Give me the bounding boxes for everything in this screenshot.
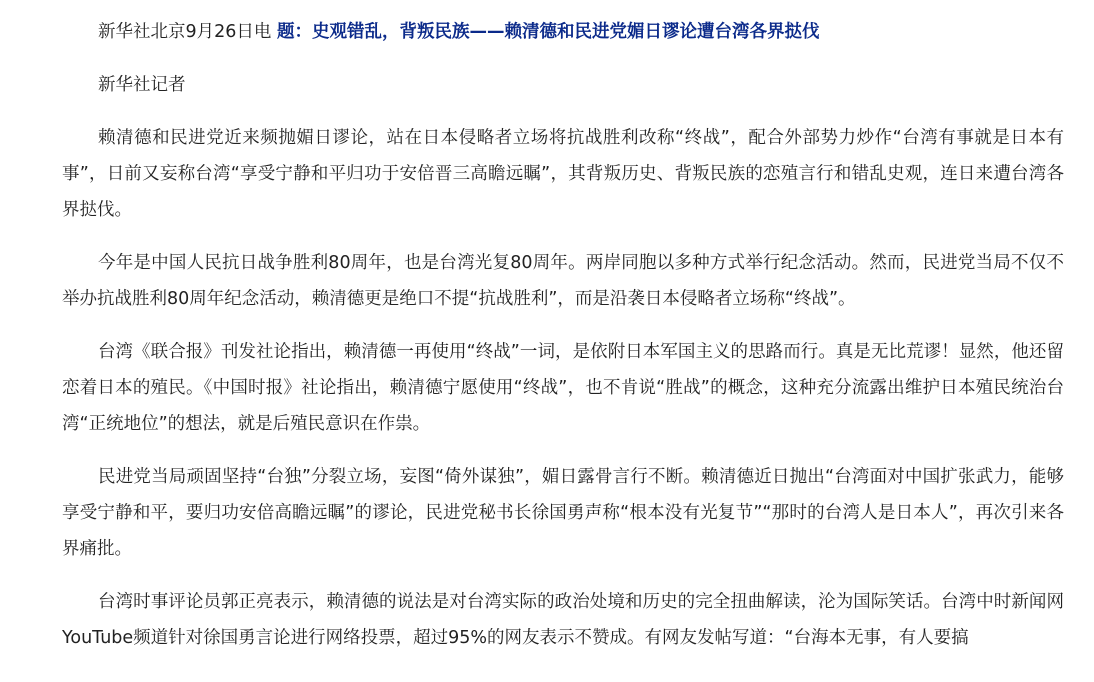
headline: 题：史观错乱，背叛民族——赖清德和民进党媚日谬论遭台湾各界挞伐 bbox=[276, 22, 820, 42]
article-body bbox=[62, 0, 1064, 656]
paragraph-4: 民进党当局顽固坚持“台独”分裂立场，妄图“倚外谋独”，媚日露骨言行不断。赖清德近日抛出“台湾面对中国扩张武力，能够享受宁静和平，要归功安倍高瞻远瞩”的谬论，民进党秘书长徐国勇声称“根本没有光复节”“那时的台湾人是日本人”，再次引来各界痛批。 bbox=[62, 467, 1064, 559]
title-paragraph bbox=[62, 14, 1064, 50]
paragraph-3: 台湾《联合报》刊发社论指出，赖清德一再使用“终战”一词，是依附日本军国主义的思路而行。真是无比荒谬！显然，他还留恋着日本的殖民。《中国时报》社论指出，赖清德宁愿使用“终战”，也不肯说“胜战”的概念，这种充分流露出维护日本殖民统治台湾“正统地位”的想法，就是后殖民意识在作祟。 bbox=[62, 342, 1064, 434]
paragraph-5: 台湾时事评论员郭正亮表示，赖清德的说法是对台湾实际的政治处境和历史的完全扭曲解读，沦为国际笑话。台湾中时新闻网YouTube频道针对徐国勇言论进行网络投票，超过95%的网友表示不赞成。有网友发帖写道：“台海本无事，有人要搞 bbox=[62, 592, 1064, 648]
byline: 新华社记者 bbox=[98, 75, 186, 95]
paragraph-1: 赖清德和民进党近来频抛媚日谬论，站在日本侵略者立场将抗战胜利改称“终战”，配合外部势力炒作“台湾有事就是日本有事”，日前又妄称台湾“享受宁静和平归功于安倍晋三高瞻远瞩”，其背叛历史、背叛民族的恋殖言行和错乱史观，连日来遭台湾各界挞伐。 bbox=[62, 128, 1064, 220]
dateline: 新华社北京9月26日电 bbox=[98, 22, 277, 42]
paragraph-2: 今年是中国人民抗日战争胜利80周年，也是台湾光复80周年。两岸同胞以多种方式举行纪念活动。然而，民进党当局不仅不举办抗战胜利80周年纪念活动，赖清德更是绝口不提“抗战胜利”，而是沿袭日本侵略者立场称“终战”。 bbox=[62, 253, 1064, 309]
